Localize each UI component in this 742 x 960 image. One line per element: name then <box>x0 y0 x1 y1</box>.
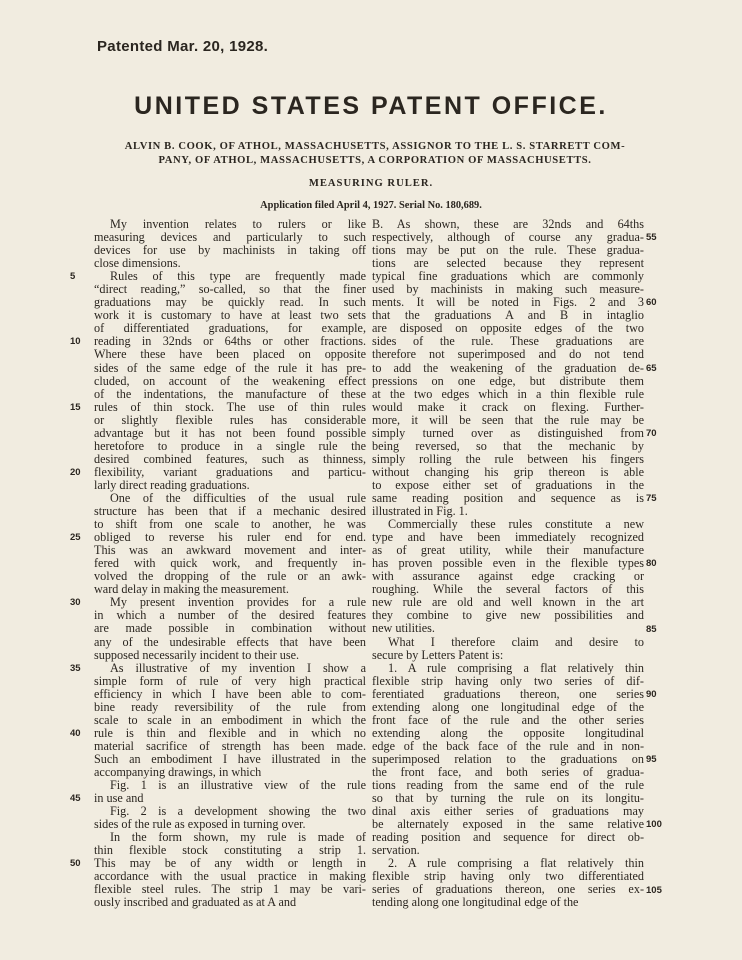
line-number: 75 <box>646 493 657 505</box>
right-column <box>372 218 644 938</box>
text-line: reading position and sequence for direct ob- <box>372 830 644 845</box>
text-line: with assurance against edge cracking or <box>372 569 644 584</box>
text-line: to add the weakening of the graduation de- <box>372 360 644 375</box>
text-line: sides of the rule. These graduations are <box>372 334 644 349</box>
assignor-line: PANY, OF ATHOL, MASSACHUSETTS, A CORPORATION OF MASSACHUSETTS. <box>158 155 592 166</box>
text-line: One of the difficulties of the usual rule <box>110 490 366 505</box>
text-line: volved the dropping of the rule or an awk- <box>94 569 366 584</box>
line-number: 60 <box>646 297 657 309</box>
application-filed: Application filed April 4, 1927. Serial No. 180,689. <box>260 200 482 211</box>
text-line: supposed necessarily incident to their use. <box>94 647 300 662</box>
text-line: work it is customary to have at least two sets <box>94 308 366 323</box>
text-line: without changing his grip thereon is able <box>372 464 644 479</box>
text-line: illustrated in Fig. 1. <box>372 504 468 519</box>
text-line: rule is thin and flexible and in which no <box>94 725 366 740</box>
office-title: UNITED STATES PATENT OFFICE. <box>134 92 608 120</box>
text-line: devices for use by machinists in taking off <box>94 243 366 258</box>
text-line: simple form of rule of very high practical <box>94 673 366 688</box>
text-line: therefore not superimposed and do not tend <box>372 347 644 362</box>
line-number: 85 <box>646 623 657 635</box>
text-line: Rules of this type are frequently made <box>110 269 366 284</box>
text-line: as of great utility, while their manufacture <box>372 543 644 558</box>
line-number: 25 <box>70 532 81 544</box>
text-line: “direct reading,” so-called, so that the finer <box>94 282 366 297</box>
text-line: flexible strip having only two series of dif- <box>372 673 644 688</box>
text-line: graduations may be quickly read. In such <box>94 295 366 310</box>
text-line: dinal axis either series of graduations may <box>372 804 644 819</box>
text-line: more, it will be seen that the rule may be <box>372 412 644 427</box>
text-line: Fig. 2 is a development showing the two <box>110 804 366 819</box>
text-line: be alternately exposed in the same relative <box>372 817 644 832</box>
text-line: thin flexible stock constituting a strip 1. <box>94 843 366 858</box>
line-number: 70 <box>646 427 657 439</box>
text-line: My present invention provides for a rule <box>110 595 366 610</box>
text-line: servation. <box>372 843 420 858</box>
text-line: same reading position and sequence as is <box>372 490 644 505</box>
line-number: 100 <box>646 819 662 831</box>
text-line: type and have been immediately recognized <box>372 530 644 545</box>
text-line: superimposed relation to the graduations on <box>372 751 644 766</box>
text-line: 2. A rule comprising a flat relatively thin <box>388 856 644 871</box>
text-line: sides of the rule as exposed in turning over. <box>94 817 306 832</box>
invention-title: MEASURING RULER. <box>308 178 434 189</box>
text-line: heretofore to produce in a single rule the <box>94 438 366 453</box>
text-line: This may be of any width or length in <box>94 856 366 871</box>
text-line: My invention relates to rulers or like <box>110 218 366 231</box>
text-line: accordance with the usual practice in making <box>94 869 366 884</box>
text-line: simply rolling the rule between his fingers <box>372 451 644 466</box>
text-line: flexible strip having only two differentiated <box>372 869 644 884</box>
text-line: 1. A rule comprising a flat relatively thin <box>388 660 644 675</box>
text-line: ments. It will be noted in Figs. 2 and 3 <box>372 295 644 310</box>
text-line: structure has been that if a mechanic desired <box>94 504 366 519</box>
text-line: measuring devices and particularly to such <box>94 230 366 245</box>
text-line: ward delay in making the measurement. <box>94 582 289 597</box>
text-line: has proven possible even in the flexible types <box>372 556 644 571</box>
text-line: pressions on one edge, but distribute them <box>372 373 644 388</box>
text-line: tions are selected because they represent <box>372 256 644 271</box>
text-line: tions may be put on the rule. These gradua- <box>372 243 644 258</box>
text-line: This was an awkward movement and inter- <box>94 543 366 558</box>
text-line: desired combined features, such as thinness, <box>94 451 366 466</box>
text-line: obliged to reverse his ruler end for end. <box>94 530 366 545</box>
text-line: sides of the same edge of the rule it has pre- <box>94 360 366 375</box>
line-number: 55 <box>646 232 657 244</box>
text-line: edge of the back face of the rule and in non- <box>372 738 644 753</box>
text-line: to expose either set of graduations in the <box>372 477 644 492</box>
text-line: at the two edges which in a thin flexible rule <box>372 386 644 401</box>
patent-date: Patented Mar. 20, 1928. <box>97 38 269 55</box>
text-line: fered with quick work, and frequently in- <box>94 556 366 571</box>
text-line: being reversed, so that the mechanic by <box>372 438 644 453</box>
line-number: 95 <box>646 754 657 766</box>
text-line: they combine to give new possibilities and <box>372 608 644 623</box>
line-number: 65 <box>646 362 657 374</box>
text-line: that the graduations A and B in intaglio <box>372 308 644 323</box>
text-line: of the indentations, the manufacture of these <box>94 386 366 401</box>
text-line: accompanying drawings, in which <box>94 764 262 779</box>
text-line: rules of thin stock. The use of thin rules <box>94 399 366 414</box>
text-line: In the form shown, my rule is made of <box>110 830 366 845</box>
text-line: cluded, on account of the weakening effect <box>94 373 366 388</box>
text-line: scale to scale in an embodiment in which the <box>94 712 366 727</box>
line-number: 50 <box>70 858 81 870</box>
text-line: tending along one longitudinal edge of the <box>372 895 579 910</box>
text-line: roughing. While the several factors of this <box>372 582 644 597</box>
text-line: so that by turning the rule on its longitu- <box>372 791 644 806</box>
text-line: the front face, and both series of gradua- <box>372 764 644 779</box>
text-line: extending along one longitudinal edge of the <box>372 699 644 714</box>
text-line: B. As shown, these are 32nds and 64ths <box>372 218 644 231</box>
line-number: 15 <box>70 401 81 413</box>
line-number: 90 <box>646 688 657 700</box>
text-line: simply turned over as distinguished from <box>372 425 644 440</box>
text-line: close dimensions. <box>94 256 181 271</box>
line-number: 20 <box>70 466 81 478</box>
text-line: front face of the rule and the other series <box>372 712 644 727</box>
text-line: would make it crack on flexing. Further- <box>372 399 644 414</box>
line-number: 40 <box>70 727 81 739</box>
text-line: What I therefore claim and desire to <box>388 634 644 649</box>
text-line: new utilities. <box>372 621 435 636</box>
text-line: typical fine graduations which are commonly <box>372 269 644 284</box>
text-line: As illustrative of my invention I show a <box>110 660 366 675</box>
text-line: respectively, although of course any gradua- <box>372 230 644 245</box>
text-line: to shift from one scale to another, he was <box>94 517 366 532</box>
text-line: series of graduations thereon, one series ex- <box>372 882 644 897</box>
line-number: 80 <box>646 558 657 570</box>
line-number: 10 <box>70 336 81 348</box>
text-line: ously inscribed and graduated as at A and <box>94 895 297 910</box>
text-line: Such an embodiment I have illustrated in the <box>94 751 366 766</box>
line-number: 35 <box>70 662 81 674</box>
left-column <box>94 218 366 938</box>
text-line: ferentiated graduations thereon, one series <box>372 686 644 701</box>
text-line: advantage but it has not been found possible <box>94 425 366 440</box>
line-number: 105 <box>646 884 662 896</box>
text-line: are made possible in combination without <box>94 621 366 636</box>
text-line: Where these have been placed on opposite <box>94 347 366 362</box>
text-line: of differentiated graduations, for example, <box>94 321 366 336</box>
text-line: reading in 32nds or 64ths or other fractions. <box>94 334 366 349</box>
text-line: or slightly flexible rules has considerable <box>94 412 366 427</box>
text-line: in which a number of the desired features <box>94 608 366 623</box>
text-line: bine ready reversibility of the rule from <box>94 699 366 714</box>
text-line: in use and <box>94 791 144 806</box>
text-line: used by machinists in making such measure- <box>372 282 644 297</box>
text-line: flexible steel rules. The strip 1 may be vari- <box>94 882 366 897</box>
text-line: new rule are old and well known in the art <box>372 595 644 610</box>
assignor-line: ALVIN B. COOK, OF ATHOL, MASSACHUSETTS, ASSIGNOR TO THE L. S. STARRETT COM- <box>124 141 626 152</box>
text-line: any of the undesirable effects that have been <box>94 634 366 649</box>
line-number: 30 <box>70 597 81 609</box>
text-line: are disposed on opposite edges of the two <box>372 321 644 336</box>
text-line: Commercially these rules constitute a new <box>388 517 644 532</box>
text-line: material sacrifice of strength has been made. <box>94 738 366 753</box>
line-number: 45 <box>70 793 81 805</box>
text-line: extending along the opposite longitudinal <box>372 725 644 740</box>
text-line: Fig. 1 is an illustrative view of the rule <box>110 778 366 793</box>
text-line: secure by Letters Patent is: <box>372 647 504 662</box>
text-line: larly direct reading graduations. <box>94 477 250 492</box>
line-number: 5 <box>70 271 76 283</box>
text-line: flexibility, variant graduations and particu- <box>94 464 366 479</box>
text-line: efficiency in which I have been able to com- <box>94 686 366 701</box>
assignor-block <box>95 140 655 168</box>
text-line: tions reading from the same end of the rule <box>372 778 644 793</box>
